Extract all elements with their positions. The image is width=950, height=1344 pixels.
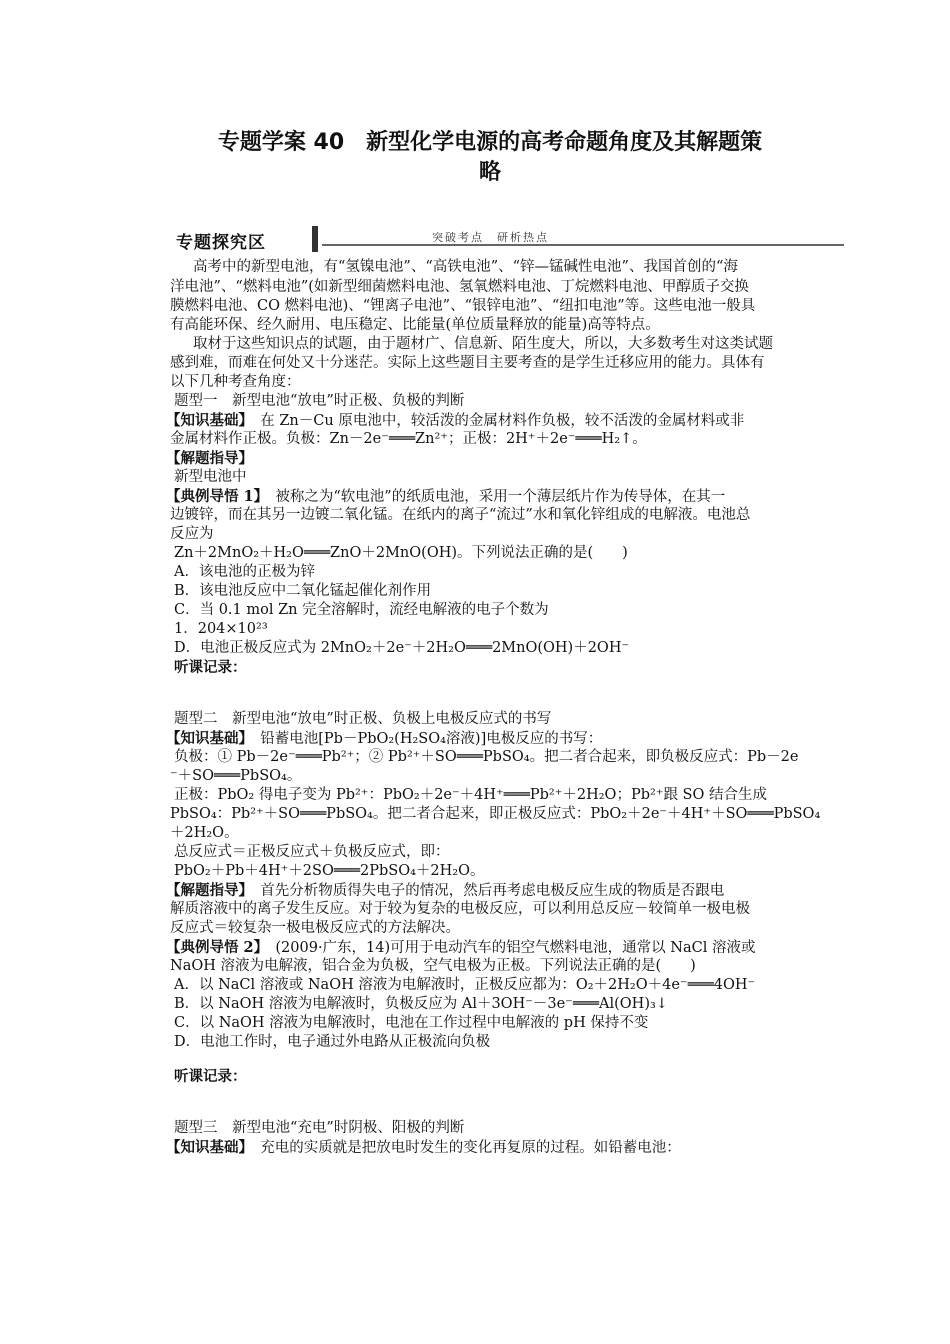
text-line: ⁻＋SO═══PbSO₄。	[170, 768, 302, 784]
text-line: 反应为	[170, 526, 214, 542]
text-line: 感到难，而难在何处又十分迷茫。实际上这些题目主要考查的是学生迁移应用的能力。具体有	[170, 355, 765, 371]
text-line: 有高能环保、经久耐用、电压稳定、比能量(单位质量释放的能量)高等特点。	[170, 317, 660, 333]
text-line: Zn＋2MnO₂＋H₂O═══ZnO＋2MnO(OH)。下列说法正确的是( )	[174, 545, 628, 561]
text-line: 题型一 新型电池“放电”时正极、负极的判断	[174, 393, 465, 409]
text-line: 1．204×10²³	[174, 621, 268, 637]
text-line: B．以 NaOH 溶液为电解液时，负极反应为 Al＋3OH⁻－3e⁻═══Al(OH)₃↓	[174, 996, 668, 1012]
text-line: C．以 NaOH 溶液为电解液时，电池在工作过程中电解液的 pH 保持不变	[174, 1015, 649, 1031]
text-line: C．当 0.1 mol Zn 完全溶解时，流经电解液的电子个数为	[174, 602, 549, 618]
text-line: 【知识基础】 充电的实质就是把放电时发生的变化再复原的过程。如铅蓄电池：	[166, 1139, 681, 1156]
text-line: PbO₂＋Pb＋4H⁺＋2SO═══2PbSO₄＋2H₂O。	[174, 863, 485, 879]
text-line: 【解题指导】	[166, 450, 253, 467]
text-line: 总反应式＝正极反应式＋负极反应式，即：	[174, 844, 450, 860]
text-line: 【典例导悟 1】 被称之为“软电池”的纸质电池，采用一个薄层纸片作为传导体，在其一	[166, 488, 726, 505]
text-line: A．该电池的正极为锌	[174, 564, 315, 580]
text-line: D．电池工作时，电子通过外电路从正极流向负极	[174, 1034, 491, 1050]
text-line: 以下几种考查角度：	[170, 374, 301, 390]
text-line: 【解题指导】 首先分析物质得失电子的情况，然后再考虑电极反应生成的物质是否跟电	[166, 882, 725, 899]
text-line: 【知识基础】 在 Zn－Cu 原电池中，较活泼的金属材料作负极，较不活泼的金属材料或非	[166, 412, 745, 429]
text-line: NaOH 溶液为电解液，铝合金为负极，空气电极为正极。下列说法正确的是( )	[170, 958, 696, 974]
text-line: 【知识基础】 铅蓄电池[Pb－PbO₂(H₂SO₄溶液)]电极反应的书写：	[166, 730, 603, 747]
page-title-line-2: 略	[478, 160, 501, 185]
text-line: 洋电池”、“燃料电池”(如新型细菌燃料电池、氢氧燃料电池、丁烷燃料电池、甲醇质子交换	[170, 279, 749, 295]
section-head-label: 【典例导悟 2】	[166, 939, 261, 956]
section-head-label: 【知识基础】	[166, 412, 246, 429]
text-line: 题型三 新型电池“充电”时阴极、阳极的判断	[174, 1120, 465, 1136]
page-title-line-1: 专题学案 40 新型化学电源的高考命题角度及其解题策	[217, 130, 763, 155]
text-line: 膜燃料电池、CO 燃料电池)、“锂离子电池”、“银锌电池”、“纽扣电池”等。这些电池一般具	[170, 298, 756, 314]
text-line: ＋2H₂O。	[170, 825, 239, 841]
section-head-label: 【典例导悟 1】	[166, 488, 261, 505]
text-line: 反应式＝较复杂一极电极反应式的方法解决。	[170, 920, 460, 936]
banner-rule-line	[322, 244, 844, 246]
banner-divider-bar	[312, 226, 318, 252]
text-line: 边镀锌，而在其另一边镀二氧化锰。在纸内的离子“流过”水和氧化锌组成的电解液。电池总	[170, 507, 751, 523]
section-banner-subtitle: 突破考点 研析热点	[432, 231, 549, 244]
section-head-label: 【知识基础】	[166, 1139, 246, 1156]
text-line: 金属材料作正极。负极：Zn－2e⁻═══Zn²⁺；正极：2H⁺＋2e⁻═══H₂↑。	[170, 431, 647, 447]
text-line: PbSO₄：Pb²⁺＋SO═══PbSO₄。把二者合起来，即正极反应式：PbO₂＋2e⁻＋4H⁺＋SO═══PbSO₄	[170, 806, 821, 822]
text-line: B．该电池反应中二氧化锰起催化剂作用	[174, 583, 432, 599]
section-banner	[170, 226, 844, 254]
section-head-label: 【知识基础】	[166, 730, 246, 747]
text-line: 解质溶液中的离子发生反应。对于较为复杂的电极反应，可以利用总反应－较简单一极电极	[170, 901, 750, 917]
text-line: 高考中的新型电池，有“氢镍电池”、“高铁电池”、“锌—锰碱性电池”、我国首创的“海	[193, 259, 738, 275]
text-line: 【典例导悟 2】 (2009·广东，14)可用于电动汽车的铝空气燃料电池，通常以 NaCl 溶液或	[166, 939, 756, 956]
text-line: 负极：① Pb－2e⁻═══Pb²⁺；② Pb²⁺＋SO═══PbSO₄。把二者合起来，即负极反应式：Pb－2e	[174, 749, 799, 765]
text-line: 正极：PbO₂ 得电子变为 Pb²⁺：PbO₂＋2e⁻＋4H⁺═══Pb²⁺＋2H₂O；Pb²⁺跟 SO 结合生成	[174, 787, 767, 803]
text-line: 题型二 新型电池“放电”时正极、负极上电极反应式的书写	[174, 711, 552, 727]
text-line: D．电池正极反应式为 2MnO₂＋2e⁻＋2H₂O═══2MnO(OH)＋2OH⁻	[174, 640, 630, 656]
text-line: 新型电池中	[174, 469, 247, 485]
section-banner-label: 专题探究区	[176, 233, 266, 253]
text-line: 听课记录：	[174, 659, 247, 676]
section-head-label: 【解题指导】	[166, 882, 246, 899]
text-line: A．以 NaCl 溶液或 NaOH 溶液为电解液时，正极反应都为：O₂＋2H₂O＋4e⁻═══4OH⁻	[174, 977, 756, 993]
text-line: 取材于这些知识点的试题，由于题材广、信息新、陌生度大，所以，大多数考生对这类试题	[193, 336, 773, 352]
text-line: 听课记录：	[174, 1068, 247, 1085]
